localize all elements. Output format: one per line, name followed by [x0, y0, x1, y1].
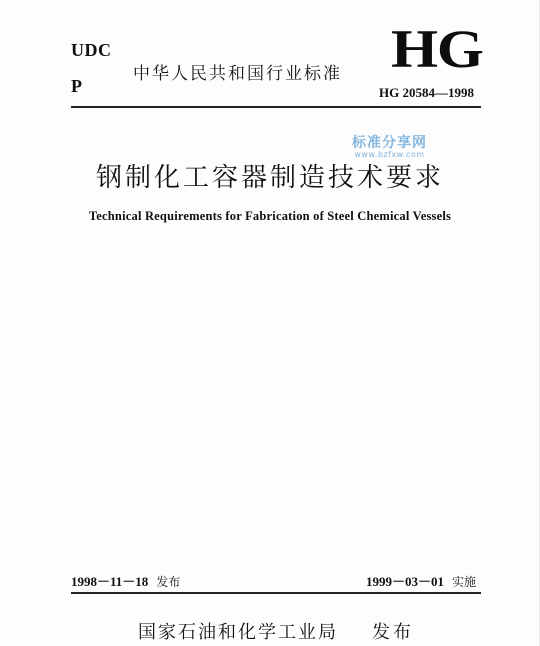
implement-date: 1999－03－01 [366, 574, 445, 589]
issuer-action-label: 发布 [372, 622, 414, 643]
issue-date-line [71, 571, 180, 590]
hg-logo: HG [391, 19, 483, 79]
issuing-authority: 国家石油和化学工业局 [138, 622, 338, 643]
udc-label: UDC [71, 40, 112, 60]
watermark [352, 132, 427, 159]
classification-code: P [71, 76, 82, 96]
standard-type-heading: 中华人民共和国行业标准 [133, 64, 342, 84]
watermark-url: www.bzfxw.com [354, 150, 425, 159]
document-title-english: Technical Requirements for Fabrication of Steel Chemical Vessels [88, 209, 452, 223]
issue-label: 发布 [156, 575, 181, 589]
implement-label: 实施 [452, 575, 477, 589]
standard-number: HG 20584—1998 [379, 85, 474, 100]
watermark-text: 标准分享网 [352, 135, 427, 151]
document-title-chinese: 钢制化工容器制造技术要求 [95, 163, 444, 193]
bottom-divider [71, 592, 481, 594]
implement-date-line [366, 571, 476, 590]
issue-date: 1998－11－18 [71, 574, 149, 589]
top-divider [71, 106, 481, 108]
